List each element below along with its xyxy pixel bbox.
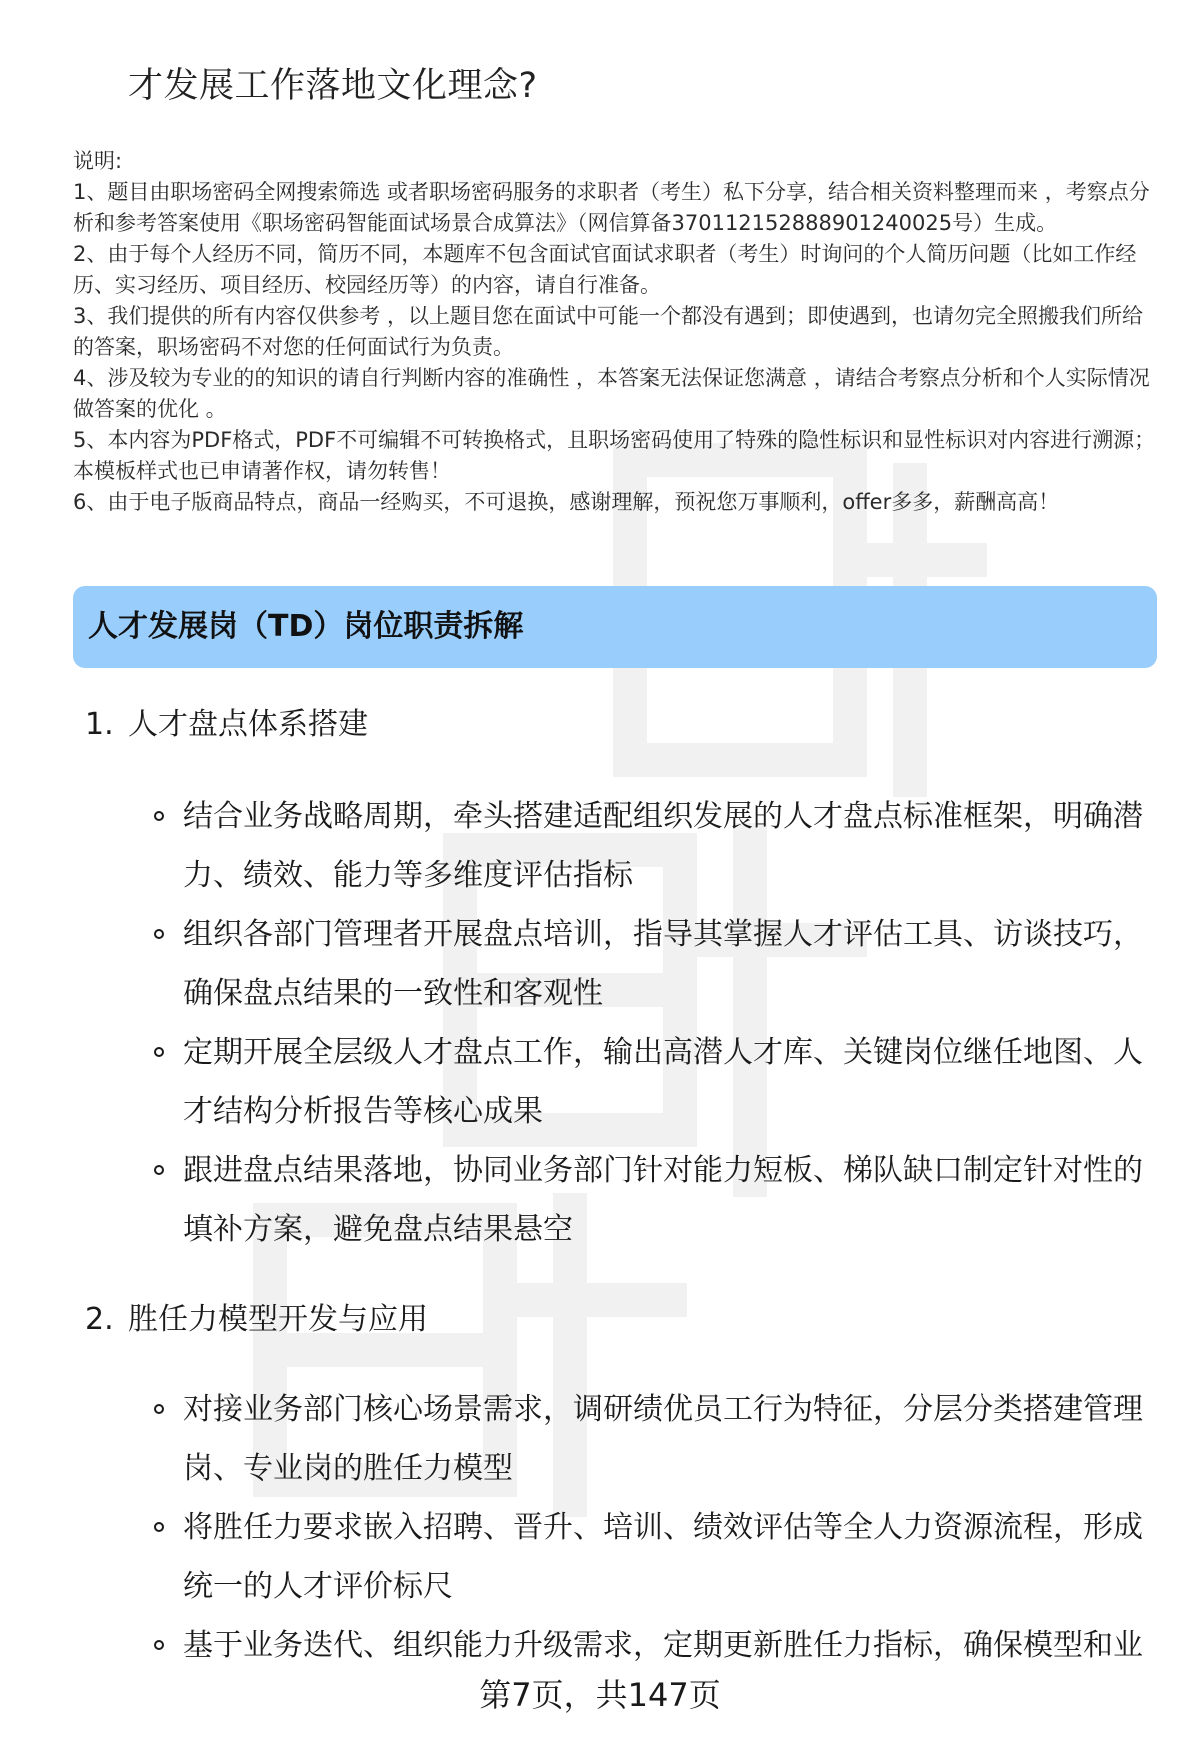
list-item-text: 结合业务战略周期，牵头搭建适配组织发展的人才盘点标准框架，明确潜力、绩效、能力等多维度评估指标 [183, 799, 1143, 893]
group-title: 人才盘点体系搭建 [128, 707, 368, 742]
page-number-footer: 第7页，共147页 [479, 1676, 721, 1714]
notes-item-5: 5、本内容为PDF格式，PDF不可编辑不可转换格式，且职场密码使用了特殊的隐性标识和显性标识对内容进行溯源；本模板样式也已申请著作权，请勿转售！ [73, 428, 1156, 483]
bullet-circle-icon [154, 1047, 164, 1057]
page-top-title: 才发展工作落地文化理念? [128, 66, 538, 106]
group-heading-2 [85, 1300, 428, 1340]
notes-heading: 说明: [73, 149, 123, 173]
bullet-list-2 [150, 1380, 1145, 1675]
notes-item-6: 6、由于电子版商品特点，商品一经购买，不可退换，感谢理解，预祝您万事顺利，offer多多，薪酬高高！ [73, 490, 1060, 514]
list-item [150, 905, 1145, 1023]
list-item [150, 1141, 1145, 1259]
bullet-circle-icon [154, 1404, 164, 1414]
list-item [150, 787, 1145, 905]
list-item [150, 1616, 1145, 1675]
bullet-circle-icon [154, 1165, 164, 1175]
list-item-text: 定期开展全层级人才盘点工作，输出高潜人才库、关键岗位继任地图、人才结构分析报告等核心成果 [183, 1035, 1143, 1129]
list-item-text: 将胜任力要求嵌入招聘、晋升、培训、绩效评估等全人力资源流程，形成统一的人才评价标尺 [183, 1510, 1143, 1604]
bullet-circle-icon [154, 929, 164, 939]
bullet-circle-icon [154, 1522, 164, 1532]
group-number: 1. [85, 707, 114, 742]
group-number: 2. [85, 1302, 114, 1337]
list-item [150, 1498, 1145, 1616]
notes-item-3: 3、我们提供的所有内容仅供参考 ，以上题目您在面试中可能一个都没有遇到；即使遇到，也请勿完全照搬我们所给的答案，职场密码不对您的任何面试行为负责。 [73, 304, 1144, 359]
notes-item-1: 1、题目由职场密码全网搜索筛选 或者职场密码服务的求职者（考生）私下分享，结合相关资料整理而来 ，考察点分析和参考答案使用《职场密码智能面试场景合成算法》（网信算备370112152888901240025号）生成。 [73, 180, 1150, 235]
section-title: 人才发展岗（TD）岗位职责拆解 [88, 609, 524, 644]
list-item-text: 跟进盘点结果落地，协同业务部门针对能力短板、梯队缺口制定针对性的填补方案，避免盘点结果悬空 [183, 1153, 1143, 1247]
bullet-list-1 [150, 787, 1145, 1259]
group-heading-1 [85, 705, 368, 745]
group-title: 胜任力模型开发与应用 [128, 1302, 428, 1337]
notes-item-2: 2、由于每个人经历不同，简历不同，本题库不包含面试官面试求职者（考生）时询问的个人简历问题（比如工作经历、实习经历、项目经历、校园经历等）的内容，请自行准备。 [73, 242, 1137, 297]
notes-item-4: 4、涉及较为专业的的知识的请自行判断内容的准确性 ，本答案无法保证您满意 ，请结合考察点分析和个人实际情况做答案的优化 。 [73, 366, 1150, 421]
bullet-circle-icon [154, 811, 164, 821]
bullet-circle-icon [154, 1640, 164, 1650]
list-item-text: 对接业务部门核心场景需求，调研绩优员工行为特征，分层分类搭建管理岗、专业岗的胜任力模型 [183, 1392, 1143, 1486]
disclaimer-notes [73, 146, 1163, 518]
list-item [150, 1380, 1145, 1498]
list-item-text: 组织各部门管理者开展盘点培训，指导其掌握人才评估工具、访谈技巧，确保盘点结果的一致性和客观性 [183, 917, 1143, 1011]
list-item [150, 1023, 1145, 1141]
list-item-text: 基于业务迭代、组织能力升级需求，定期更新胜任力指标，确保模型和业 [183, 1628, 1143, 1663]
section-banner [73, 586, 1157, 668]
